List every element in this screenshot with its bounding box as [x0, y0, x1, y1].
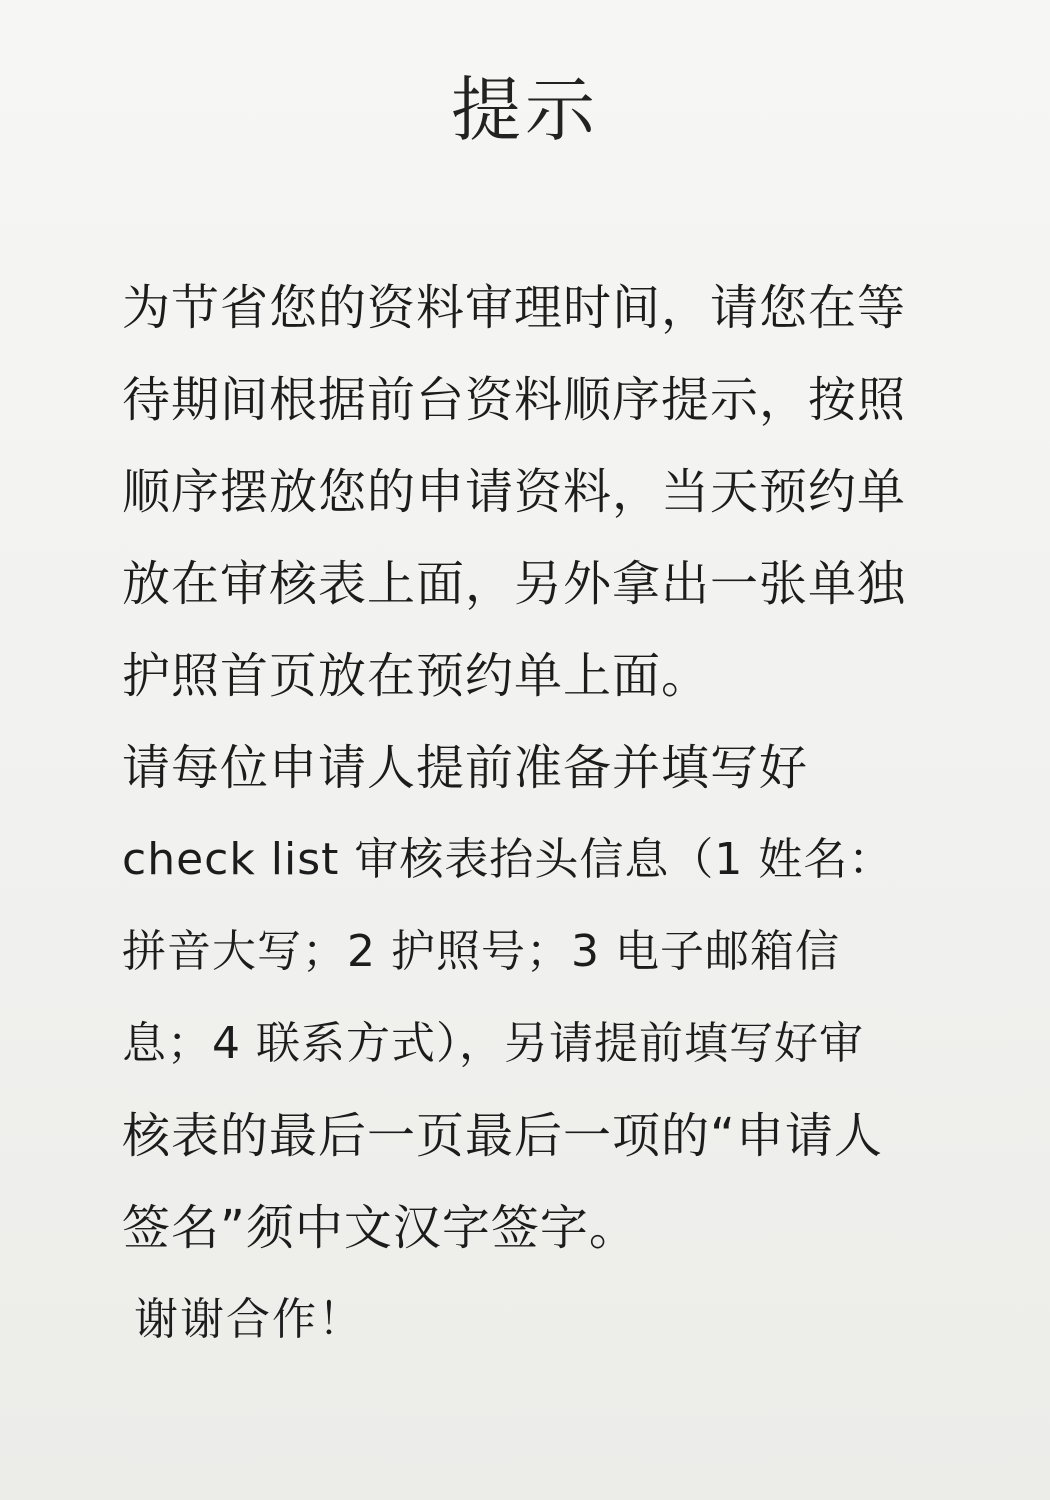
notice-closing: 谢谢合作！	[134, 1294, 364, 1345]
notice-line: 拼音大写；2 护照号；3 电子邮箱信	[122, 926, 840, 977]
notice-line: 息；4 联系方式），另请提前填写好审	[122, 1018, 864, 1069]
notice-line: 待期间根据前台资料顺序提示，按照	[122, 372, 907, 428]
notice-line: 放在审核表上面，另外拿出一张单独	[122, 556, 907, 612]
notice-line: 顺序摆放您的申请资料，当天预约单	[122, 464, 907, 520]
notice-line: 请每位申请人提前准备并填写好	[122, 740, 809, 796]
notice-line: 为节省您的资料审理时间，请您在等	[122, 280, 907, 336]
notice-line: check list 审核表抬头信息（1 姓名：	[122, 834, 894, 885]
notice-title: 提示	[451, 69, 599, 151]
notice-line: 签名”须中文汉字签字。	[122, 1200, 638, 1256]
notice-body	[122, 262, 972, 1366]
notice-line: 核表的最后一页最后一项的“申请人	[122, 1108, 883, 1164]
notice-line: 护照首页放在预约单上面。	[122, 648, 711, 704]
